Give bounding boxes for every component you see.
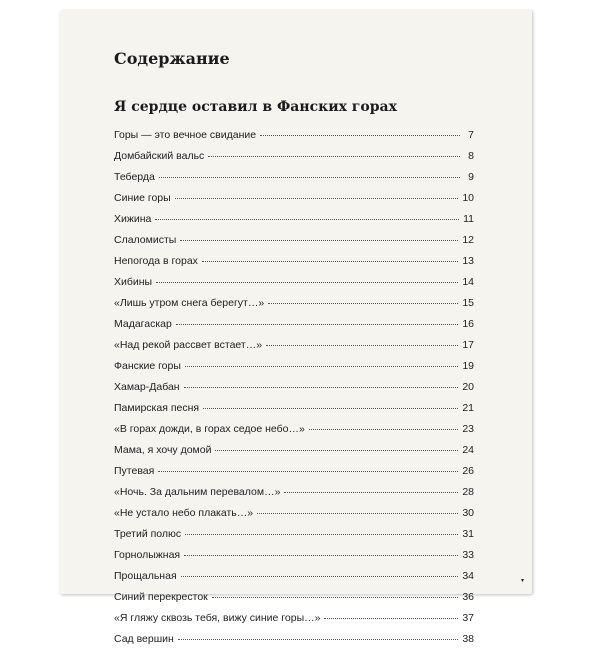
- toc-entry-title: «В горах дожди, в горах седое небо…»: [114, 423, 305, 435]
- dot-leader: [268, 303, 458, 304]
- dot-leader: [181, 576, 459, 577]
- toc-entry: [114, 297, 474, 318]
- toc-entry-page: 12: [462, 234, 474, 246]
- dot-leader: [212, 597, 459, 598]
- dot-leader: [175, 198, 459, 199]
- dot-leader: [257, 513, 458, 514]
- toc-entry-page: 36: [462, 591, 474, 603]
- toc-entry-page: 11: [463, 213, 474, 225]
- toc-entry-title: Сад вершин: [114, 633, 174, 645]
- dot-leader: [180, 240, 458, 241]
- dot-leader: [284, 492, 458, 493]
- dot-leader: [155, 219, 459, 220]
- toc-entry-page: 31: [462, 528, 474, 540]
- toc-entry-title: Прощальная: [114, 570, 177, 582]
- toc-entry-page: 20: [462, 381, 474, 393]
- toc-entry: [114, 507, 474, 528]
- dot-leader: [185, 366, 458, 367]
- toc-entry-title: Путевая: [114, 465, 155, 477]
- toc-entry: [114, 549, 474, 570]
- toc-entry: [114, 381, 474, 402]
- toc-entry-page: 37: [462, 612, 474, 624]
- toc-entry: [114, 276, 474, 297]
- toc-entry-page: 9: [468, 171, 474, 183]
- toc-entry-title: Хамар-Дабан: [114, 381, 180, 393]
- toc-entry-title: Третий полюс: [114, 528, 182, 540]
- corner-mark: ▾: [520, 578, 524, 584]
- toc-entry-title: «Не устало небо плакать…»: [114, 507, 254, 519]
- toc-entry-title: Мама, я хочу домой: [114, 444, 212, 456]
- dot-leader: [208, 156, 460, 157]
- toc-entry: [114, 528, 474, 549]
- toc-entry: [114, 423, 474, 444]
- toc-entry-title: Памирская песня: [114, 402, 200, 414]
- dot-leader: [159, 177, 460, 178]
- toc-entry-title: Горнолыжная: [114, 549, 181, 561]
- toc-entry: [114, 213, 474, 234]
- dot-leader: [266, 345, 458, 346]
- toc-entry-page: 21: [462, 402, 474, 414]
- dot-leader: [156, 282, 458, 283]
- dot-leader: [309, 429, 458, 430]
- toc-entry: [114, 402, 474, 423]
- dot-leader: [203, 408, 458, 409]
- book-page: [60, 10, 532, 645]
- section-title: Я сердце оставил в Фанских горах: [114, 99, 397, 115]
- toc-entry-title: Домбайский вальс: [114, 150, 205, 162]
- toc-entry-page: 10: [462, 192, 474, 204]
- toc-entry: [114, 570, 474, 591]
- toc-entry-page: 34: [462, 570, 474, 582]
- toc-entry-page: 19: [462, 360, 474, 372]
- toc-entry-title: «Я гляжу сквозь тебя, вижу синие горы…»: [114, 612, 321, 624]
- toc-entry: [114, 465, 474, 486]
- toc-entry: [114, 129, 474, 150]
- toc-entry-page: 17: [462, 339, 474, 351]
- toc-entry-title: Фанские горы: [114, 360, 181, 372]
- dot-leader: [324, 618, 458, 619]
- toc-entry: [114, 633, 474, 654]
- toc-entry-page: 30: [462, 507, 474, 519]
- toc-entry-page: 8: [468, 150, 474, 162]
- toc-entry-title: «Лишь утром снега берегут…»: [114, 297, 265, 309]
- toc-entry: [114, 171, 474, 192]
- dot-leader: [202, 261, 458, 262]
- toc-entry: [114, 612, 474, 633]
- toc-entry: [114, 444, 474, 465]
- toc-entry: [114, 234, 474, 255]
- toc-entry-page: 38: [462, 633, 474, 645]
- toc-entry-page: 7: [468, 129, 474, 141]
- toc-entry-title: Слаломисты: [114, 234, 177, 246]
- toc-entry-title: Теберда: [114, 171, 155, 183]
- toc-entry: [114, 360, 474, 381]
- toc-entry-title: Синие горы: [114, 192, 171, 204]
- toc-entry-title: Непогода в горах: [114, 255, 198, 267]
- toc-entry: [114, 318, 474, 339]
- dot-leader: [184, 555, 458, 556]
- dot-leader: [215, 450, 458, 451]
- dot-leader: [185, 534, 458, 535]
- toc-entry-page: 28: [462, 486, 474, 498]
- toc-entry-page: 23: [462, 423, 474, 435]
- toc-entry-page: 26: [462, 465, 474, 477]
- dot-leader: [184, 387, 459, 388]
- dot-leader: [158, 471, 458, 472]
- toc-entry-page: 15: [462, 297, 474, 309]
- toc-entry-list: [114, 129, 474, 654]
- toc-entry-title: Синий перекресток: [114, 591, 208, 603]
- toc-entry: [114, 339, 474, 360]
- toc-entry-title: Горы — это вечное свидание: [114, 129, 257, 141]
- toc-entry: [114, 486, 474, 507]
- toc-entry-title: «Ночь. За дальним перевалом…»: [114, 486, 281, 498]
- dot-leader: [260, 135, 460, 136]
- toc-entry: [114, 192, 474, 213]
- toc-entry: [114, 150, 474, 171]
- toc-entry-title: Хибины: [114, 276, 153, 288]
- toc-entry-title: «Над рекой рассвет встает…»: [114, 339, 263, 351]
- toc-entry-title: Мадагаскар: [114, 318, 172, 330]
- toc-entry-page: 33: [462, 549, 474, 561]
- dot-leader: [178, 639, 459, 640]
- toc-entry-page: 13: [462, 255, 474, 267]
- toc-entry-page: 24: [462, 444, 474, 456]
- dot-leader: [176, 324, 458, 325]
- toc-entry-page: 16: [462, 318, 474, 330]
- toc-entry-title: Хижина: [114, 213, 152, 225]
- toc-entry-page: 14: [462, 276, 474, 288]
- toc-entry: [114, 591, 474, 612]
- toc-entry: [114, 255, 474, 276]
- toc-heading: Содержание: [114, 49, 230, 68]
